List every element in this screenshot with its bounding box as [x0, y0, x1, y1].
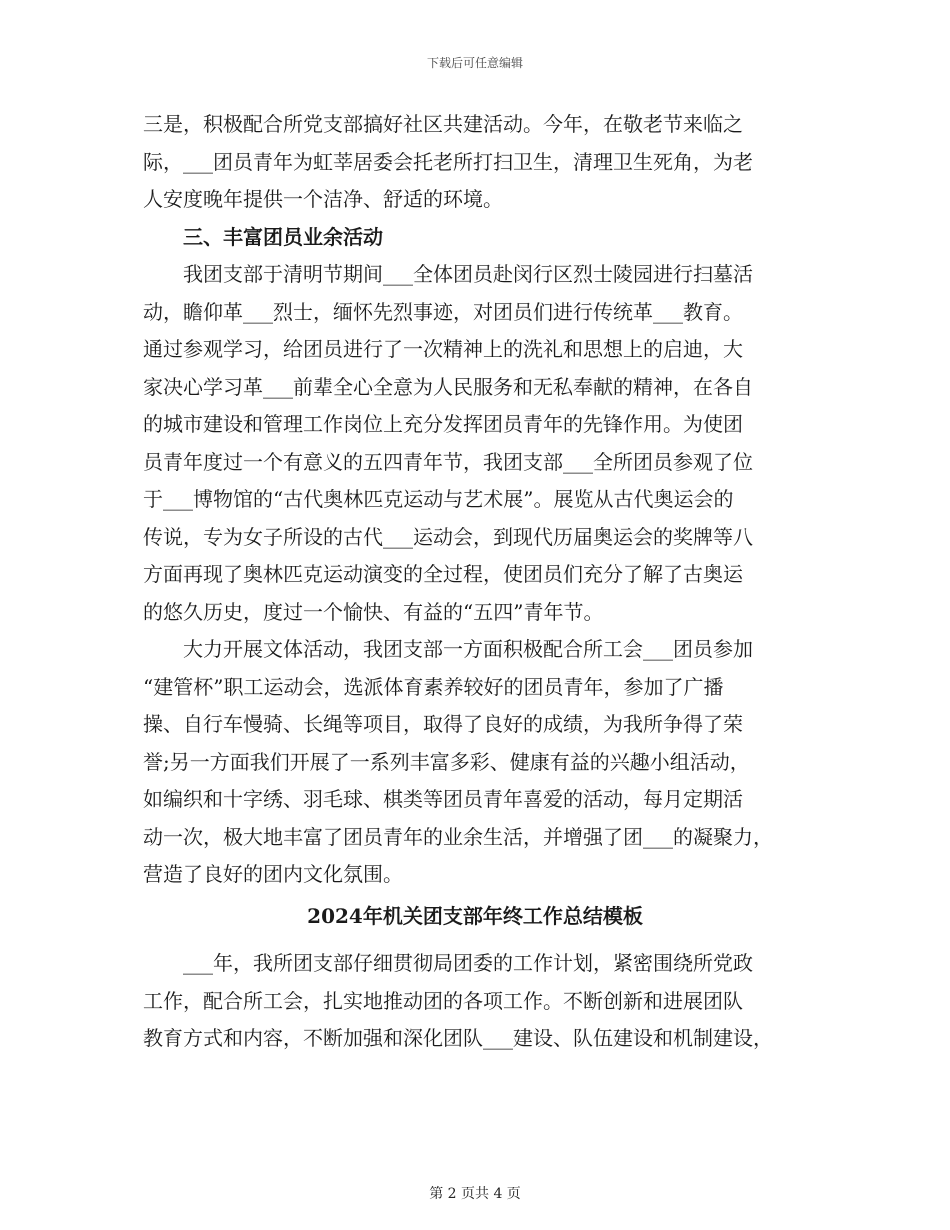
document-body	[143, 106, 823, 894]
text-line: 通过参观学习，给团员进行了一次精神上的洗礼和思想上的启迪，大	[143, 337, 743, 361]
paragraph-community	[143, 106, 823, 219]
document-body-continued	[143, 945, 823, 1058]
section-heading: 三、丰富团员业余活动	[183, 224, 383, 249]
text-line: ___年，我所团支部仔细贯彻局团委的工作计划，紧密围绕所党政	[183, 951, 753, 975]
text-line: 动，瞻仰革___烈士，缅怀先烈事迹，对团员们进行传统革___教育。	[143, 299, 743, 324]
text-line: 我团支部于清明节期间___全体团员赴闵行区烈士陵园进行扫墓活	[183, 262, 753, 286]
text-line: 教育方式和内容，不断加强和深化团队___建设、队伍建设和机制建设，	[143, 1026, 773, 1050]
page-footer: 第 2 页共 4 页	[429, 1186, 521, 1202]
text-line: 人安度晚年提供一个洁净、舒适的环境。	[143, 187, 503, 211]
text-line: 方面再现了奥林匹克运动演变的全过程，使团员们充分了解了古奥运	[143, 562, 743, 586]
text-line: 的城市建设和管理工作岗位上充分发挥团员青年的先锋作用。为使团	[143, 412, 743, 436]
text-line: 际，___团员青年为虹莘居委会托老所打扫卫生，清理卫生死角，为老	[143, 149, 753, 174]
paragraph-summary	[143, 945, 823, 1058]
text-line: 家决心学习革___前辈全心全意为人民服务和无私奉献的精神，在各自	[143, 374, 753, 399]
text-line: 传说，专为女子所设的古代___运动会，到现代历届奥运会的奖牌等八	[143, 524, 753, 549]
text-line: 如编织和十字绣、羽毛球、棋类等团员青年喜爱的活动，每月定期活	[143, 787, 743, 811]
paragraph-qingming	[143, 256, 823, 631]
text-line: 操、自行车慢骑、长绳等项目，取得了良好的成绩，为我所争得了荣	[143, 712, 743, 736]
text-line: 大力开展文体活动，我团支部一方面积极配合所工会___团员参加	[183, 637, 753, 661]
text-line: 誉;另一方面我们开展了一系列丰富多彩、健康有益的兴趣小组活动，	[143, 749, 750, 774]
paragraph-sports	[143, 631, 823, 894]
text-line: 营造了良好的团内文化氛围。	[143, 862, 403, 886]
text-line: 三是，积极配合所党支部搞好社区共建活动。今年，在敬老节来临之	[143, 112, 743, 136]
text-line: 的悠久历史，度过一个愉快、有益的“五四”青年节。	[143, 599, 604, 624]
text-line: 工作，配合所工会，扎实地推动团的各项工作。不断创新和进展团队	[143, 988, 743, 1013]
text-line: 动一次，极大地丰富了团员青年的业余生活，并增强了团___的凝聚力，	[143, 824, 773, 849]
text-line: 员青年度过一个有意义的五四青年节，我团支部___全所团员参观了位	[143, 449, 753, 474]
page-header: 下载后可任意编辑	[426, 56, 523, 70]
text-line: “建管杯”职工运动会，选派体育素养较好的团员青年，参加了广播	[143, 674, 724, 699]
text-line: 于___博物馆的“古代奥林匹克运动与艺术展”。展览从古代奥运会的	[143, 487, 734, 511]
document-title: 2024年机关团支部年终工作总结模板	[307, 904, 643, 928]
